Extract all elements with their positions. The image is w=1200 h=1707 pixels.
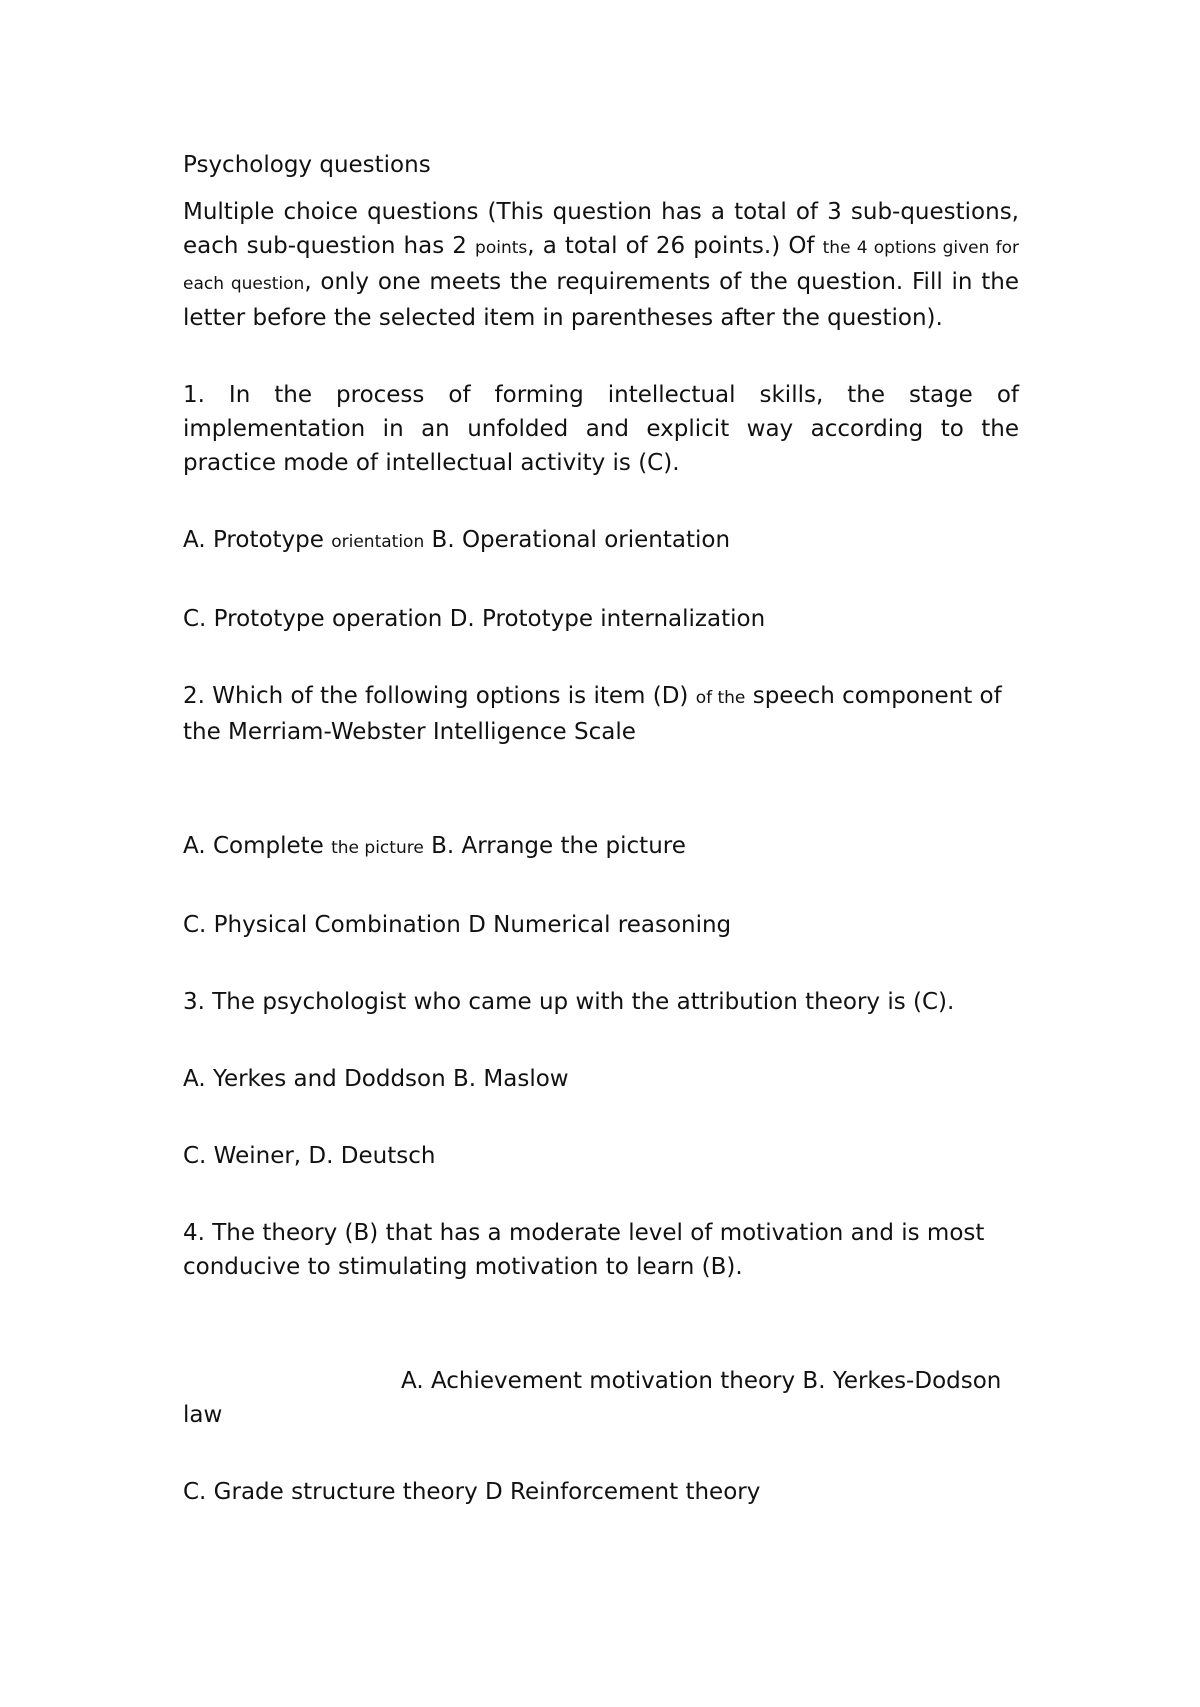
q2-text-small: of the [695, 688, 746, 708]
document-page [183, 148, 1019, 1552]
question-3-options-cd: C. Weiner, D. Deutsch [183, 1143, 436, 1169]
question-4-options-cd: C. Grade structure theory D Reinforcement theory [183, 1479, 761, 1505]
question-2-options-cd: C. Physical Combination D Numerical reasoning [183, 912, 732, 938]
question-4-options-ab: A. Achievement motivation theory B. Yerkes-Dodson law [183, 1368, 1002, 1428]
q1-option-b-text: B. Operational orientation [424, 527, 731, 553]
instructions-text-1: Multiple choice questions (This question has a total of 3 sub-questions, each sub-question has 2 [183, 199, 1019, 259]
q2-option-a-small-text: the picture [331, 838, 424, 858]
q2-option-a-text: A. Complete [183, 833, 332, 859]
q1-option-a-text: A. Prototype [183, 527, 332, 553]
question-2-options-ab [183, 829, 1019, 865]
question-3: 3. The psychologist who came up with the attribution theory is (C). [183, 989, 955, 1015]
document-title: Psychology questions [183, 152, 431, 178]
question-3-options-ab: A. Yerkes and Doddson B. Maslow [183, 1066, 569, 1092]
q2-text-main: 2. Which of the following options is item (D) [183, 683, 696, 709]
question-1-options-ab [183, 523, 1019, 559]
instructions-text-3: , only one meets the requirements of the question. Fill in the letter before the selected item in parentheses after the question). [183, 269, 1019, 331]
instructions-text-points: points [475, 238, 528, 258]
q1-option-a-small-text: orientation [331, 532, 425, 552]
instructions-text-options: the 4 options given for each question [183, 238, 1019, 294]
question-4: 4. The theory (B) that has a moderate level of motivation and is most conducive to stimulating motivation to learn (B). [183, 1220, 985, 1280]
instructions-paragraph [183, 195, 1019, 335]
instructions-text-2: , a total of 26 points.) Of [527, 233, 823, 259]
question-1: 1. In the process of forming intellectual skills, the stage of implementation in an unfolded and explicit way according to the practice mode of intellectual activity is (C). [183, 382, 1019, 476]
q2-text-rest: speech component of the Merriam-Webster Intelligence Scale [183, 683, 1002, 745]
question-1-options-cd: C. Prototype operation D. Prototype internalization [183, 606, 766, 632]
q2-option-b-text: B. Arrange the picture [423, 833, 686, 859]
question-2 [183, 679, 1019, 749]
